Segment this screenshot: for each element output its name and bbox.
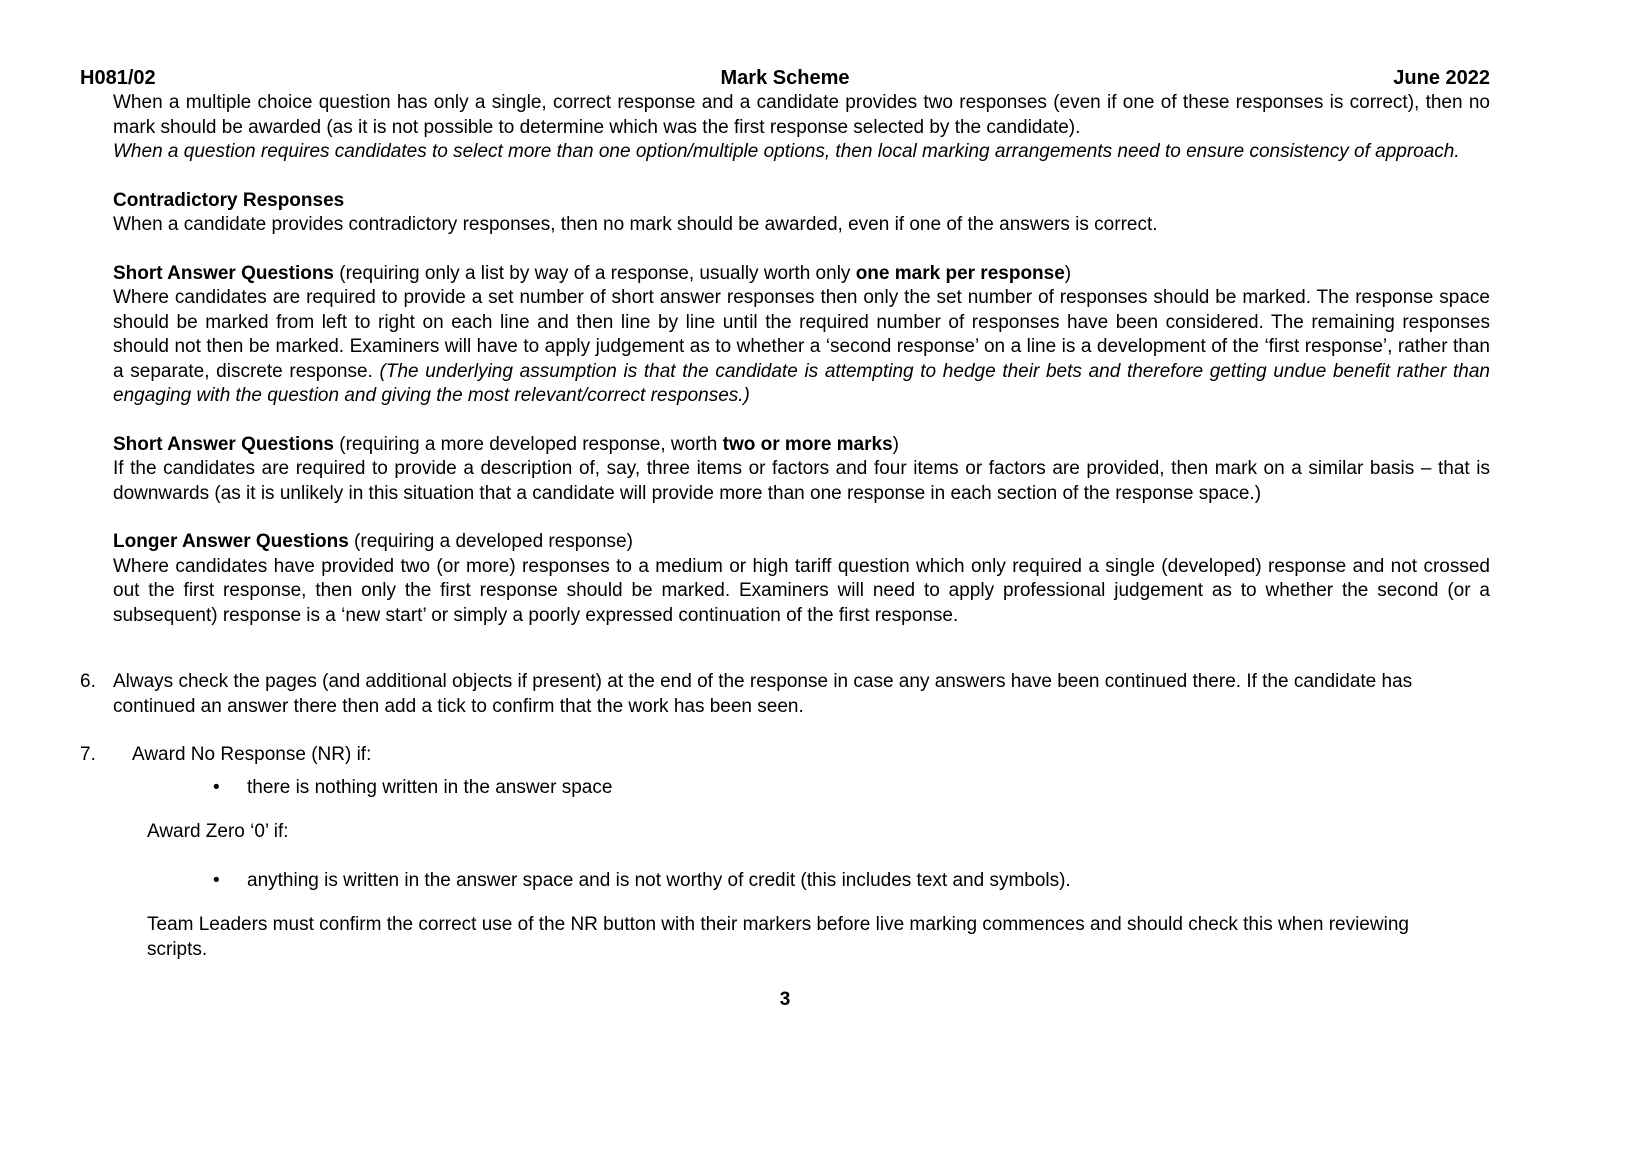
bullet-icon: • [213, 869, 220, 891]
list-item-7-text: Award No Response (NR) if: [132, 744, 372, 765]
list-item-7-number: 7. [80, 744, 96, 765]
doc-date: June 2022 [1393, 67, 1490, 89]
bullet-item-nothing-written [213, 776, 1490, 801]
list-item-7-body [132, 743, 1490, 962]
contradictory-heading: Contradictory Responses [113, 189, 345, 211]
list-item-6 [80, 670, 1490, 719]
heading-bold-part: Short Answer Questions [113, 433, 334, 455]
body-text-block [113, 91, 1490, 628]
heading-close-part: ) [892, 433, 899, 455]
list-item-6-number: 6. [80, 671, 96, 692]
doc-title: Mark Scheme [720, 67, 850, 89]
heading-regular-part: (requiring a more developed response, worth [334, 433, 723, 455]
mcq-paragraph: When a multiple choice question has only a single, correct response and a candidate provides two responses (even if one of these responses is correct), then no mark should be awarded (as it is not possible to determine which was the first response selected by the candidate). [113, 92, 1490, 138]
section-short-answer-list [113, 262, 1490, 409]
short-answer-developed-heading [113, 433, 1490, 458]
mcq-note-italic: When a question requires candidates to select more than one option/multiple options, then local marking arrangements need to ensure consistency of approach. [113, 141, 1460, 162]
doc-code: H081/02 [80, 67, 156, 89]
list-item-7 [80, 743, 1490, 962]
section-longer-answer [113, 530, 1490, 628]
team-leaders-text: Team Leaders must confirm the correct use of the NR button with their markers before live marking commences and should check this when reviewing scripts. [147, 914, 1409, 960]
longer-answer-heading [113, 530, 1490, 555]
short-answer-list-heading [113, 262, 1490, 287]
section-short-answer-developed [113, 433, 1490, 507]
page-header [80, 66, 1490, 91]
heading-close-part: ) [1064, 262, 1072, 284]
page-number: 3 [779, 989, 791, 1010]
award-zero-text: Award Zero ‘0’ if: [147, 821, 289, 842]
list-item-6-text: Always check the pages (and additional objects if present) at the end of the response in case any answers have been continued there. If the candidate has continued an answer there then add a tick to confirm that the work has been seen. [113, 671, 1413, 717]
contradictory-text: When a candidate provides contradictory responses, then no mark should be awarded, even if one of the answers is correct. [113, 214, 1158, 235]
bullet-item-not-worthy-of-credit [213, 869, 1490, 894]
heading-bold-part-2: two or more marks [722, 433, 893, 455]
heading-bold-part: Short Answer Questions [113, 262, 334, 284]
page-content-area [80, 66, 1490, 1013]
section-contradictory-responses [113, 189, 1490, 238]
short-answer-developed-text: If the candidates are required to provide a description of, say, three items or factors and four items or factors are provided, then mark on a similar basis – that is downwards (as it is unlikely in this situation that a candidate will provide more than one response in each section of the response space.) [113, 458, 1490, 504]
heading-regular-part: (requiring only a list by way of a response, usually worth only [334, 262, 856, 284]
longer-answer-text: Where candidates have provided two (or more) responses to a medium or high tariff question which only required a single (developed) response and not crossed out the first response, then only the first response should be marked. Examiners will need to apply professional judgement as to whether the second (or a subsequent) response is a ‘new start’ or simply a poorly expressed continuation of the first response. [113, 555, 1490, 626]
heading-bold-part-2: one mark per response [855, 262, 1065, 284]
text-italic-part: (The underlying assumption is that the candidate is attempting to hedge their bets and therefore getting undue benefit rather than engaging with the question and giving the most relevant/correct responses.) [113, 360, 1490, 406]
heading-regular-part: (requiring a developed response) [348, 531, 633, 552]
heading-bold-part: Longer Answer Questions [113, 531, 349, 552]
bullet-text: anything is written in the answer space and is not worthy of credit (this includes text and symbols). [247, 869, 1071, 891]
text-regular-part: Where candidates are required to provide a set number of short answer responses then only the set number of responses should be marked. The response space should be marked from left to right on each line and then line by line until the required number of responses have been considered. The remaining responses should not then be marked. Examiners will have to apply judgement as to whether a ‘second response’ on a line is a development of the ‘first response’, rather than a separate, discrete response. [113, 287, 1490, 382]
short-answer-list-text [113, 286, 1490, 409]
bullet-text: there is nothing written in the answer space [247, 776, 613, 798]
section-multiple-choice [113, 91, 1490, 165]
bullet-icon: • [213, 776, 220, 798]
